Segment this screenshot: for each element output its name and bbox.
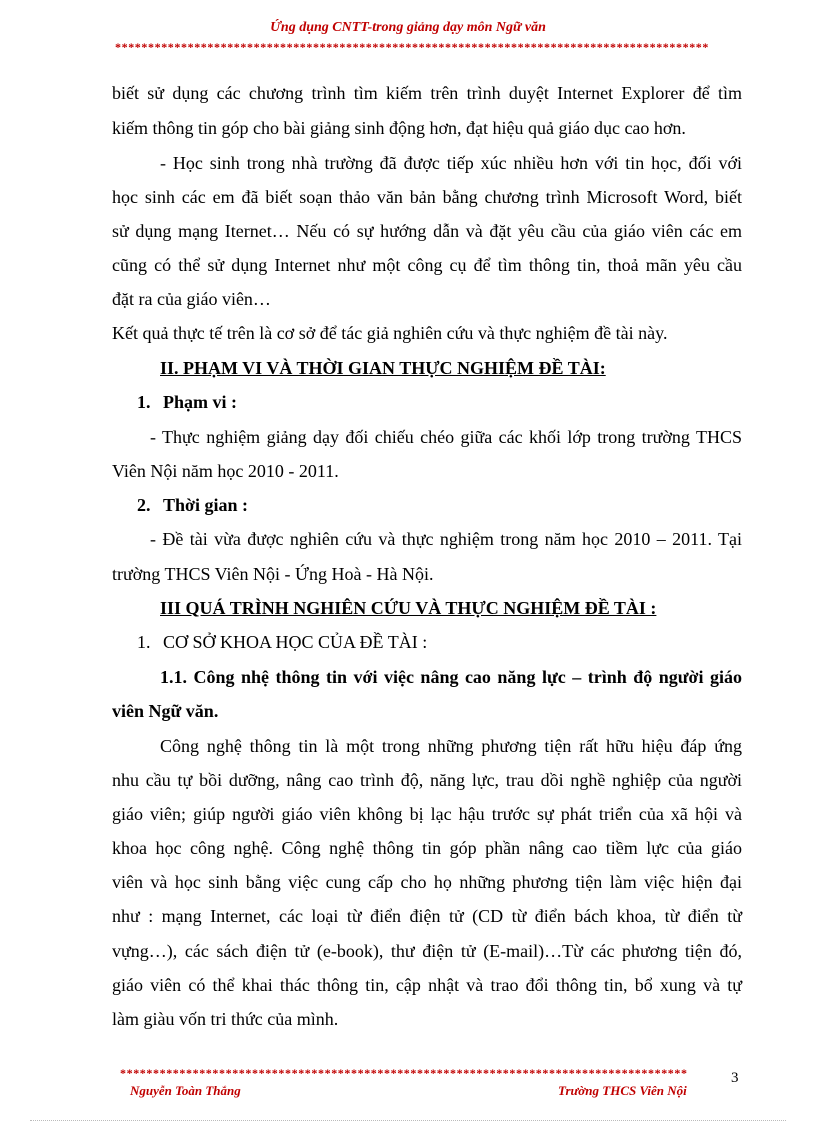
paragraph-line: trường THCS Viên Nội - Ứng Hoà - Hà Nội. <box>112 564 434 584</box>
subsection-basis <box>137 631 537 653</box>
paragraph-line: nhu cầu tự bồi dưỡng, nâng cao trình độ, năng lực, trau dồi nghề nghiệp của người <box>112 770 742 790</box>
subheading-line: viên Ngữ văn. <box>112 701 219 721</box>
paragraph-line: cũng có thể sử dụng Internet như một công cụ để tìm thông tin, thoả mãn yêu cầu <box>112 255 742 275</box>
paragraph-line: giáo viên có thể khai thác thông tin, cập nhật và trao đổi thông tin, bổ xung và tự <box>112 975 742 995</box>
section-heading-iii: III QUÁ TRÌNH NGHIÊN CỨU VÀ THỰC NGHIỆM ĐỀ TÀI : <box>160 598 657 618</box>
subsection-time <box>137 494 437 516</box>
subsection-label: Thời gian : <box>163 495 248 515</box>
paragraph-line: - Thực nghiệm giảng dạy đối chiếu chéo giữa các khối lớp trong trường THCS <box>150 427 742 447</box>
footer-author: Nguyễn Toàn Thắng <box>130 1083 241 1098</box>
paragraph-line: - Học sinh trong nhà trường đã được tiếp xúc nhiều hơn với tin học, đối với <box>160 153 742 173</box>
footer-star-rule: ************************************************************************************** <box>120 1066 688 1080</box>
subsection-number: 1. <box>137 392 151 412</box>
header-title: Ứng dụng CNTT-trong giảng dạy môn Ngữ văn <box>270 20 546 35</box>
paragraph-line: học sinh các em đã biết soạn thảo văn bản bằng chương trình Microsoft Word, biết <box>112 187 742 207</box>
paragraph-line: vựng…), các sách điện tử (e-book), thư điện tử (E-mail)…Từ các phương tiện đó, <box>112 941 742 961</box>
subsection-number: 2. <box>137 495 151 515</box>
paragraph-line: sử dụng mạng Iternet… Nếu có sự hướng dẫn và đặt yêu cầu của giáo viên các em <box>112 221 742 241</box>
header-star-rule: ****************************************************************************************** <box>115 40 709 54</box>
subheading-line: 1.1. Công nhệ thông tin với việc nâng cao năng lực – trình độ người giáo <box>160 667 742 687</box>
section-heading-ii: II. PHẠM VI VÀ THỜI GIAN THỰC NGHIỆM ĐỀ TÀI: <box>160 358 606 378</box>
paragraph-line: biết sử dụng các chương trình tìm kiếm trên trình duyệt Internet Explorer để tìm <box>112 83 742 103</box>
page-number: 3 <box>731 1070 739 1086</box>
paragraph-line: khoa học công nghệ. Công nghệ thông tin góp phần nâng cao tiềm lực của giáo <box>112 838 742 858</box>
footer-school: Trường THCS Viên Nội <box>558 1083 687 1098</box>
subsection-number: 1. <box>137 632 151 652</box>
paragraph-line: giáo viên; giúp người giáo viên không bị lạc hậu trước sự phát triển của xã hội và <box>112 804 742 824</box>
paragraph-line: như : mạng Internet, các loại từ điển điện tử (CD từ điển bách khoa, từ điển từ <box>112 906 742 926</box>
subsection-label: CƠ SỞ KHOA HỌC CỦA ĐỀ TÀI : <box>163 632 428 652</box>
subsection-label: Phạm vi : <box>163 392 237 412</box>
paragraph-line: Viên Nội năm học 2010 - 2011. <box>112 461 339 481</box>
paragraph-line: kiếm thông tin góp cho bài giảng sinh động hơn, đạt hiệu quả giáo dục cao hơn. <box>112 118 686 138</box>
paragraph-line: - Đề tài vừa được nghiên cứu và thực nghiệm trong năm học 2010 – 2011. Tại <box>150 529 742 549</box>
paragraph-line: viên và học sinh bằng việc cung cấp cho họ những phương tiện làm việc hiện đại <box>112 872 742 892</box>
paragraph-line: làm giàu vốn tri thức của mình. <box>112 1009 339 1029</box>
paragraph-line: Kết quả thực tế trên là cơ sở để tác giả nghiên cứu và thực nghiệm đề tài này. <box>112 323 668 343</box>
paragraph-line: Công nghệ thông tin là một trong những phương tiện rất hữu hiệu đáp ứng <box>160 736 742 756</box>
page-bottom-divider <box>30 1120 786 1121</box>
subsection-scope <box>137 391 437 413</box>
paragraph-line: đặt ra của giáo viên… <box>112 289 271 309</box>
